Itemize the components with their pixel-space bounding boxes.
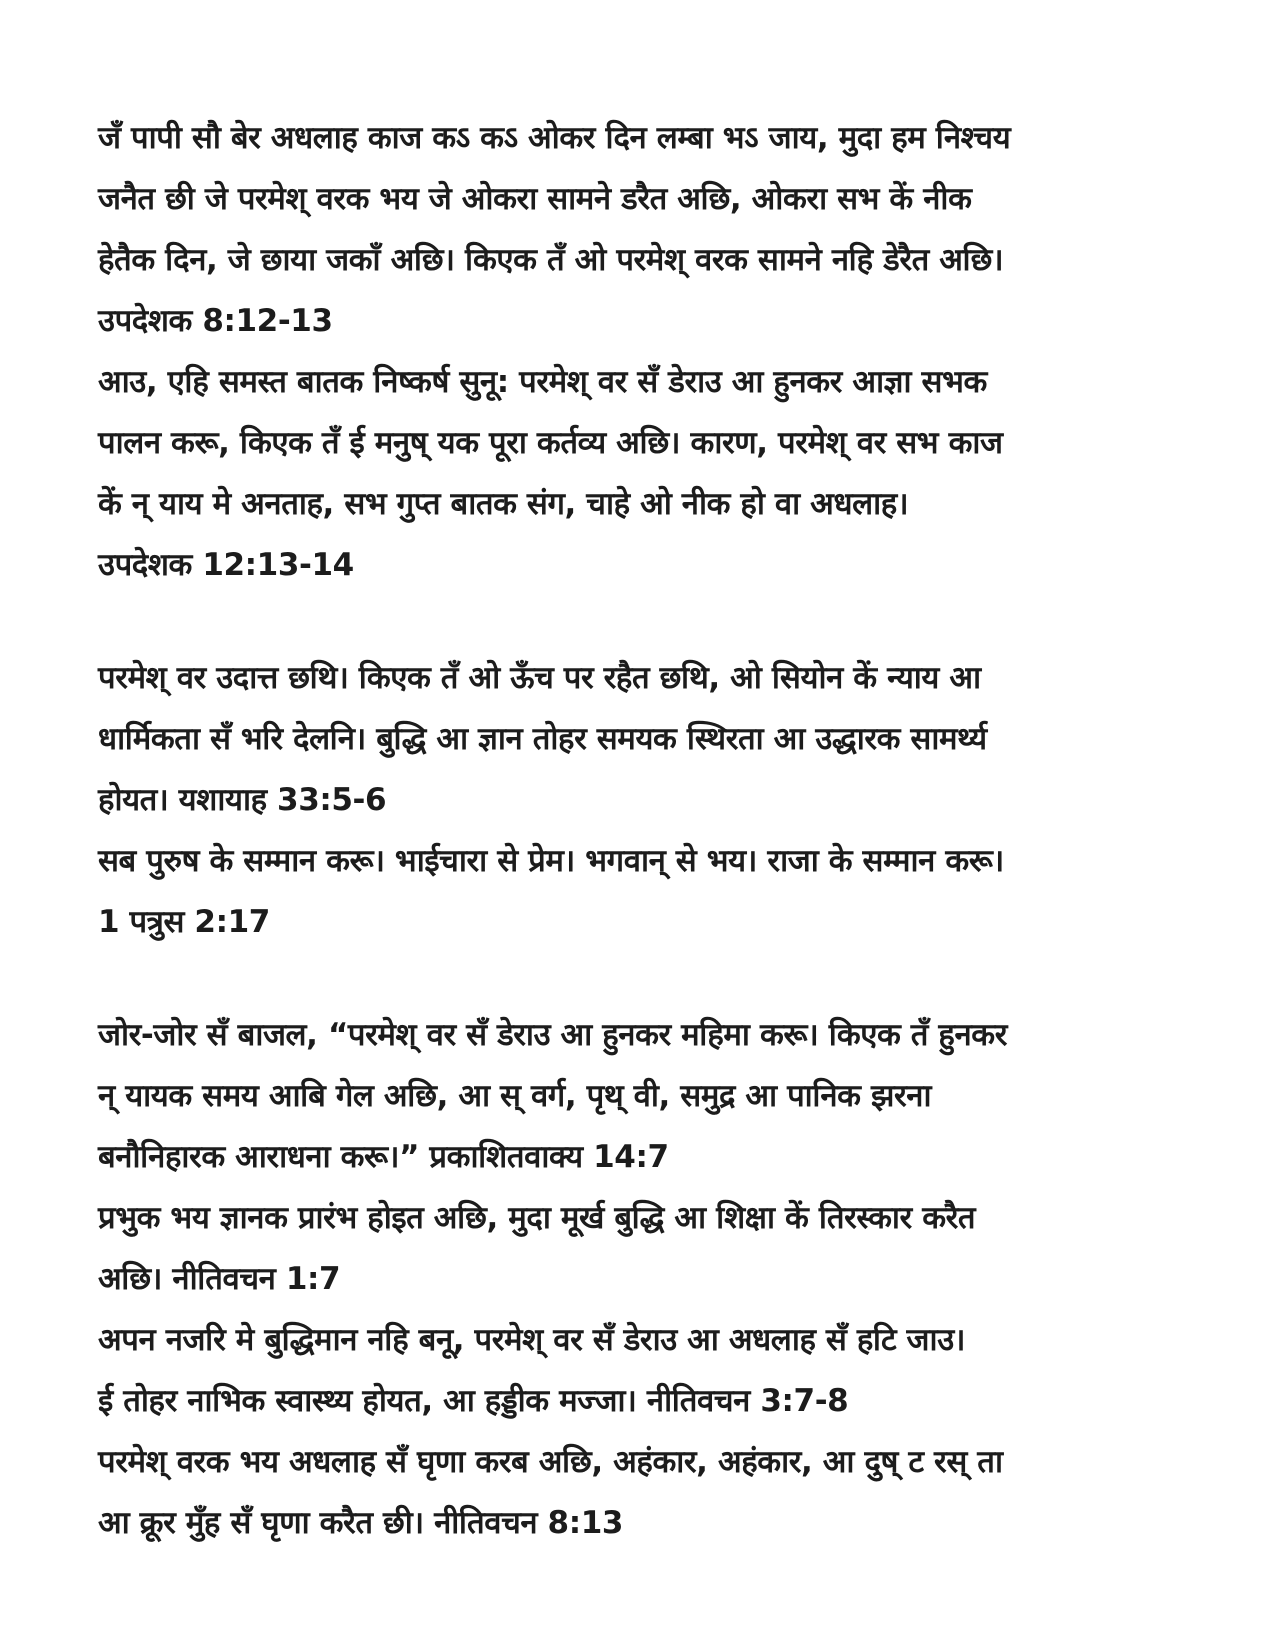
verse-reference: उपदेशक 12:13-14: [98, 547, 354, 583]
text-line: पालन करू, किएक तँ ई मनुष् यक पूरा कर्तव्य अछि। कारण, परमेश् वर सभ काज: [98, 425, 1003, 461]
verse-reference: 1 पत्रुस 2:17: [98, 904, 270, 940]
text-line: अपन नजरि मे बुद्धिमान नहि बनू, परमेश् वर सँ डेराउ आ अधलाह सँ हटि जाउ।: [98, 1322, 966, 1358]
text-line: जोर-जोर सँ बाजल, “परमेश् वर सँ डेराउ आ हुनकर महिमा करू। किएक तँ हुनकर: [98, 1017, 1007, 1053]
text-line: जनैत छी जे परमेश् वरक भय जे ओकरा सामने डरैत अछि, ओकरा सभ कें नीक: [98, 181, 972, 217]
passage-3: [98, 1005, 1209, 1554]
verse-reference: उपदेशक 8:12-13: [98, 303, 333, 339]
text-line: सब पुरुष के सम्मान करू। भाईचारा से प्रेम। भगवान् से भय। राजा के सम्मान करू।: [98, 843, 1004, 879]
text-line: परमेश् वरक भय अधलाह सँ घृणा करब अछि, अहंकार, अहंकार, आ दुष् ट रस् ता: [98, 1444, 1003, 1480]
passage-2: [98, 648, 1209, 953]
text-line: बनौनिहारक आराधना करू।” प्रकाशितवाक्य 14:7: [98, 1139, 669, 1175]
text-line: अछि। नीतिवचन 1:7: [98, 1261, 341, 1297]
text-line: प्रभुक भय ज्ञानक प्रारंभ होइत अछि, मुदा मूर्ख बुद्धि आ शिक्षा कें तिरस्कार करैत: [98, 1200, 976, 1236]
text-line: हेतैक दिन, जे छाया जकाँ अछि। किएक तँ ओ परमेश् वरक सामने नहि डेरैत अछि।: [98, 242, 1004, 278]
text-line: परमेश् वर उदात्त छथि। किएक तँ ओ ऊँच पर रहैत छथि, ओ सियोन कें न्याय आ: [98, 660, 981, 696]
text-line: आ क्रूर मुँह सँ घृणा करैत छी। नीतिवचन 8:13: [98, 1505, 624, 1541]
text-line: आउ, एहि समस्त बातक निष्कर्ष सुनू: परमेश् वर सँ डेराउ आ हुनकर आज्ञा सभक: [98, 364, 987, 400]
text-line: होयत। यशायाह 33:5-6: [98, 782, 387, 818]
passage-1: [98, 108, 1209, 596]
text-line: जँ पापी सौ बेर अधलाह काज कऽ कऽ ओकर दिन लम्बा भऽ जाय, मुदा हम निश्चय: [98, 120, 1011, 156]
text-line: न् यायक समय आबि गेल अछि, आ स् वर्ग, पृथ् वी, समुद्र आ पानिक झरना: [98, 1078, 932, 1114]
text-line: कें न् याय मे अनताह, सभ गुप्त बातक संग, चाहे ओ नीक हो वा अधलाह।: [98, 486, 909, 522]
text-line: ई तोहर नाभिक स्वास्थ्य होयत, आ हड्डीक मज्जा। नीतिवचन 3:7-8: [98, 1383, 849, 1419]
text-line: धार्मिकता सँ भरि देलनि। बुद्धि आ ज्ञान तोहर समयक स्थिरता आ उद्धारक सामर्थ्य: [98, 721, 987, 757]
